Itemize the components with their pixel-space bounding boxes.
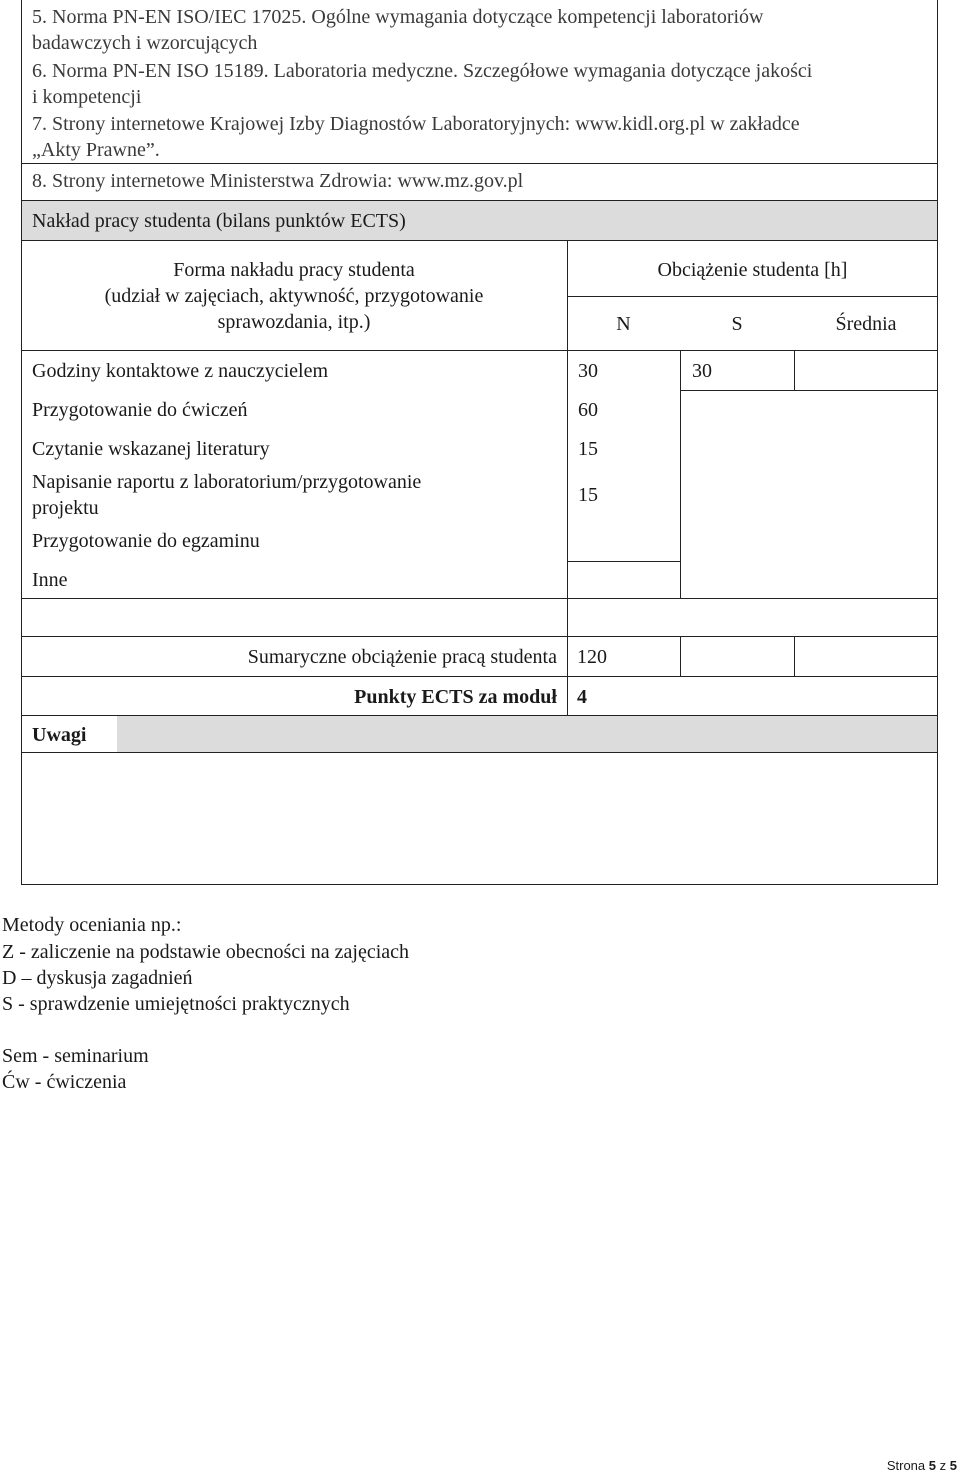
method-z: Z - zaliczenie na podstawie obecności na zajęciach — [2, 941, 410, 963]
remarks-label: Uwagi — [32, 724, 87, 746]
reference-6-line1: 6. Norma PN-EN ISO 15189. Laboratoria medyczne. Szczegółowe wymagania dotyczące jakości — [32, 60, 813, 82]
divider — [794, 350, 795, 390]
column-s-header: S — [731, 313, 743, 335]
row-n-contact-hours: 30 — [578, 360, 598, 382]
total-n-value: 120 — [577, 646, 607, 668]
row-label-exercise-prep: Przygotowanie do ćwiczeń — [32, 399, 248, 421]
row-label-report-line1: Napisanie raportu z laboratorium/przygotowanie — [32, 471, 422, 493]
divider — [794, 636, 795, 676]
total-label: Sumaryczne obciążenie pracą studenta — [247, 646, 557, 668]
methods-title: Metody oceniania np.: — [2, 914, 182, 936]
reference-5-line1: 5. Norma PN-EN ISO/IEC 17025. Ogólne wymagania dotyczące kompetencji laboratoriów — [32, 6, 764, 28]
ects-label: Punkty ECTS za moduł — [354, 686, 557, 708]
load-header: Obciążenie studenta [h] — [657, 259, 848, 281]
form-header-line1: Forma nakładu pracy studenta — [173, 259, 415, 281]
method-d: D – dyskusja zagadnień — [2, 967, 193, 989]
column-n-header: N — [616, 313, 631, 335]
divider — [680, 390, 938, 391]
reference-5-line2: badawczych i wzorcujących — [32, 32, 258, 54]
abbr-cw: Ćw - ćwiczenia — [2, 1071, 127, 1093]
row-label-exam-prep: Przygotowanie do egzaminu — [32, 530, 260, 552]
page-current: 5 — [928, 1458, 937, 1473]
divider — [680, 350, 681, 599]
page-mid: z — [939, 1458, 947, 1473]
row-label-report-line2: projektu — [32, 497, 99, 519]
divider — [21, 676, 938, 677]
reference-8: 8. Strony internetowe Ministerstwa Zdrowia: www.mz.gov.pl — [32, 170, 524, 192]
reference-6-line2: i kompetencji — [32, 86, 142, 108]
page-prefix: Strona — [886, 1458, 926, 1473]
empty-row — [21, 598, 938, 637]
row-n-exercise-prep: 60 — [578, 399, 598, 421]
row-n-report: 15 — [578, 484, 598, 506]
divider — [680, 636, 681, 676]
row-s-contact-hours: 30 — [692, 360, 712, 382]
remarks-box — [21, 752, 938, 885]
page-total: 5 — [949, 1458, 957, 1473]
column-avg-header: Średnia — [835, 313, 897, 335]
divider — [21, 163, 938, 164]
abbr-sem: Sem - seminarium — [2, 1045, 149, 1067]
ects-value: 4 — [577, 686, 587, 708]
reference-7-line2: „Akty Prawne”. — [32, 139, 160, 161]
divider — [567, 598, 568, 637]
divider — [567, 296, 938, 297]
row-label-other: Inne — [32, 569, 68, 591]
remarks-shade — [117, 716, 937, 752]
section-title: Nakład pracy studenta (bilans punktów ECTS) — [32, 210, 406, 232]
divider — [567, 561, 680, 562]
method-s: S - sprawdzenie umiejętności praktycznych — [2, 993, 350, 1015]
form-header-line2: (udział w zajęciach, aktywność, przygotowanie — [104, 285, 484, 307]
form-header-line3: sprawozdania, itp.) — [217, 311, 371, 333]
reference-7-line1: 7. Strony internetowe Krajowej Izby Diagnostów Laboratoryjnych: www.kidl.org.pl w zakładce — [32, 113, 800, 135]
page-number — [887, 1458, 957, 1474]
row-label-contact-hours: Godziny kontaktowe z nauczycielem — [32, 360, 328, 382]
row-label-reading: Czytanie wskazanej literatury — [32, 438, 270, 460]
row-n-reading: 15 — [578, 438, 598, 460]
